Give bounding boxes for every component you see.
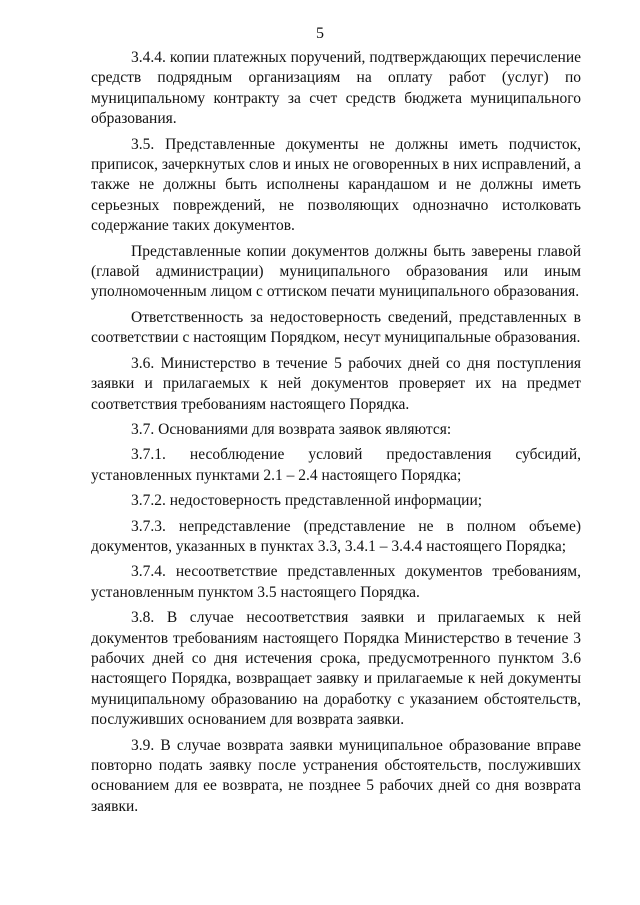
- paragraph-3-7: 3.7. Основаниями для возврата заявок являются:: [131, 420, 452, 438]
- paragraph-copies-certification: Представленные копии документов должны быть заверены главой (главой администрации) муниципального образования или иным уполномоченным лицом с оттиском печати муниципального образования.: [91, 242, 581, 301]
- paragraph-3-7-4: 3.7.4. несоответствие представленных документов требованиям, установленным пунктом 3.5 настоящего Порядка.: [91, 563, 581, 601]
- paragraph-3-4-4: 3.4.4. копии платежных поручений, подтверждающих перечисление средств подрядным организациям на оплату работ (услуг) по муниципальному контракту за счет средств бюджета муниципального образования.: [91, 49, 581, 128]
- paragraph-3-7-2: 3.7.2. недостоверность представленной информации;: [131, 492, 483, 510]
- document-body: [91, 48, 581, 822]
- paragraph-3-8: 3.8. В случае несоответствия заявки и прилагаемых к ней документов требованиям настоящего Порядка Министерство в течение 3 рабочих дней со дня истечения срока, предусмотренного пунктом 3.6 настоящего Порядка, возвращает заявку и прилагаемые к ней документы муниципальному образованию на доработку с указанием обстоятельств, послуживших основанием для возврата заявки.: [91, 609, 581, 729]
- paragraph-responsibility: Ответственность за недостоверность сведений, представленных в соответствии с настоящим Порядком, несут муниципальные образования.: [91, 308, 581, 347]
- page-number: 5: [316, 25, 324, 42]
- paragraph-3-9: 3.9. В случае возврата заявки муниципальное образование вправе повторно подать заявку после устранения обстоятельств, послуживших основанием для ее возврата, не позднее 5 рабочих дней со дня возврата заявки.: [91, 736, 581, 815]
- paragraph-3-7-1: 3.7.1. несоблюдение условий предоставления субсидий, установленных пунктами 2.1 – 2.4 настоящего Порядка;: [91, 446, 581, 484]
- paragraph-3-7-3: 3.7.3. непредставление (представление не в полном объеме) документов, указанных в пунктах 3.3, 3.4.1 – 3.4.4 настоящего Порядка;: [91, 517, 581, 555]
- paragraph-3-6: 3.6. Министерство в течение 5 рабочих дней со дня поступления заявки и прилагаемых к ней документов проверяет их на предмет соответствия требованиям настоящего Порядка.: [91, 354, 581, 413]
- paragraph-3-5: 3.5. Представленные документы не должны иметь подчисток, приписок, зачеркнутых слов и иных не оговоренных в них исправлений, а также не должны быть исполнены карандашом и не должны иметь серьезных повреждений, не позволяющих однозначно истолковать содержание таких документов.: [91, 135, 581, 235]
